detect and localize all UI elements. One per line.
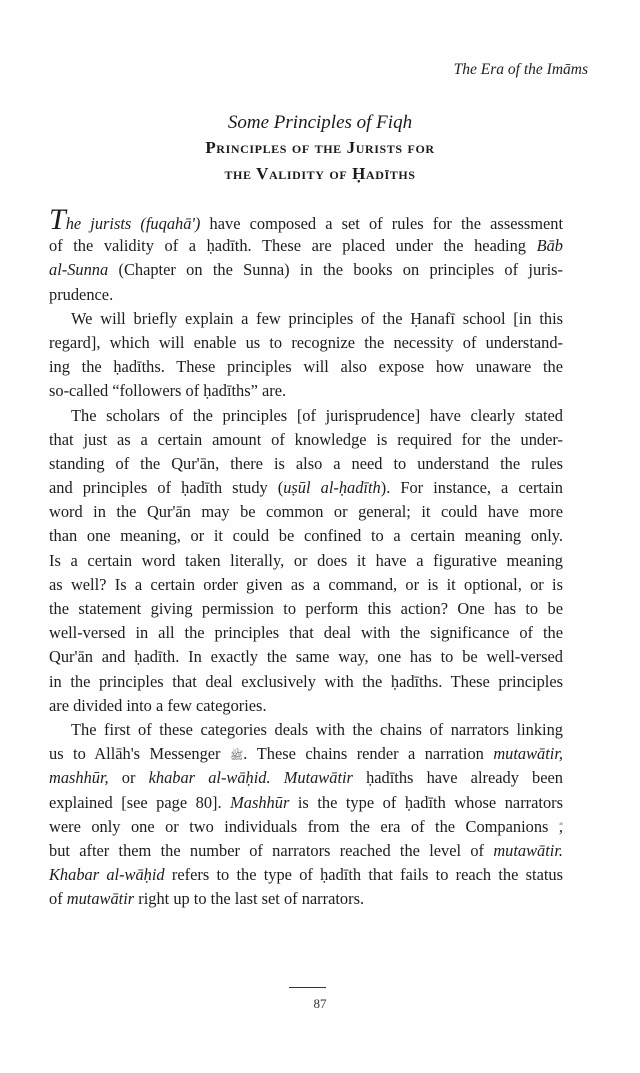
text: . These chains render a narration	[243, 744, 494, 764]
text-line: Is a certain word taken literally, or does it have a figurative meaning	[49, 550, 563, 570]
text: have composed a set of rules for the assessment	[200, 214, 563, 233]
text-line	[49, 766, 563, 790]
italic-term: uṣūl al-ḥadīth	[283, 478, 381, 498]
italic-term: mutawātir,	[493, 744, 564, 764]
italic-term: he jurists (fuqahā')	[65, 214, 201, 233]
text: ḥadīths have already been	[352, 768, 563, 788]
italic-term: Mashhūr	[230, 792, 290, 812]
text-line: standing of the Qur'ān, there is also a need to understand the rules	[49, 453, 563, 473]
text-line: The first of these categories deals with the chains of narrators linking	[71, 719, 563, 739]
text-line	[49, 234, 563, 258]
italic-term: mashhūr,	[49, 768, 109, 788]
section-title-line-1: Principles of the Jurists for	[205, 138, 435, 157]
footer-rule	[289, 987, 326, 988]
text-line	[49, 815, 563, 839]
text: ). For instance, a certain	[380, 478, 563, 498]
text-line: in the principles that deal exclusively with the ḥadīths. These principles	[49, 671, 563, 691]
text-line: than one meaning, or it could be confined to a certain meaning only.	[49, 526, 563, 546]
text: of	[49, 889, 67, 909]
text-line	[49, 887, 563, 911]
text: explained [see page 80].	[49, 792, 231, 812]
text-line	[49, 791, 563, 815]
text-line	[49, 203, 563, 236]
text: refers to the type of ḥadīth that fails to reach the status	[164, 865, 563, 885]
italic-term: al-Sunna	[49, 260, 109, 280]
text: right up to the last set of narrators.	[134, 889, 365, 909]
body-text	[49, 203, 564, 911]
text-line: We will briefly explain a few principles of the Ḥanafī school [in this	[71, 308, 563, 328]
text-line: well-versed in all the principles that deal with the significance of the	[49, 623, 563, 643]
text-line: Qur'ān and ḥadīth. In exactly the same way, one has to be well-versed	[49, 647, 563, 667]
page-number: 87	[313, 996, 327, 1011]
italic-term: Khabar al-wāḥid	[49, 865, 165, 885]
text-line	[49, 863, 563, 887]
text-line	[49, 742, 563, 766]
italic-term: mutawātir.	[493, 840, 563, 860]
section-heading	[0, 110, 640, 187]
text: of the validity of a ḥadīth. These are placed under the heading	[49, 236, 537, 256]
text-line: The scholars of the principles [of jurisprudence] have clearly stated	[71, 405, 563, 425]
text: is the type of ḥadīth whose narrators	[289, 792, 563, 812]
text-line: that just as a certain amount of knowledge is required for the under-	[49, 429, 563, 449]
text-line: are divided into a few categories.	[49, 695, 267, 715]
text: but after them the number of narrators reached the level of	[49, 840, 494, 860]
salawat-symbol-icon: ﷺ	[229, 750, 244, 763]
text: or	[108, 768, 149, 788]
text-line: the statement giving permission to perform this action? One has to be	[49, 599, 563, 618]
running-head: The Era of the Imāms	[453, 61, 588, 78]
text-line	[49, 283, 563, 307]
paragraph-3	[49, 404, 563, 718]
text: were only one or two individuals from the era of the Companions	[49, 816, 559, 836]
paragraph-4	[49, 718, 563, 912]
text-line: ing the ḥadīths. These principles will also expose how unaware the	[49, 357, 563, 377]
drop-cap: T	[49, 203, 66, 236]
text: and principles of ḥadīth study (	[49, 478, 284, 498]
text-line	[49, 839, 563, 863]
paragraph-1	[49, 203, 563, 307]
text: ,	[558, 816, 563, 836]
italic-term: Bāb	[536, 236, 563, 256]
text: (Chapter on the Sunna) in the books on principles of juris-	[108, 260, 563, 280]
text-line: regard], which will enable us to recognize the necessity of understand-	[49, 332, 563, 352]
text-line: word in the Qur'ān may be common or general; it could have more	[49, 502, 563, 522]
section-subtitle: Some Principles of Fiqh	[227, 112, 413, 133]
text-line	[49, 258, 563, 282]
paragraph-2	[49, 307, 563, 404]
text-line: as well? Is a certain order given as a command, or is it optional, or is	[49, 574, 563, 594]
text: us to Allāh's Messenger	[49, 744, 230, 764]
section-title-line-2: the Validity of Ḥadīths	[224, 164, 416, 183]
text: prudence.	[49, 284, 114, 304]
italic-term: khabar al-wāḥid. Mutawātir	[148, 768, 353, 788]
text-line: so-called “followers of ḥadīths” are.	[49, 381, 287, 401]
text-line	[49, 476, 563, 500]
italic-term: mutawātir	[66, 889, 135, 909]
